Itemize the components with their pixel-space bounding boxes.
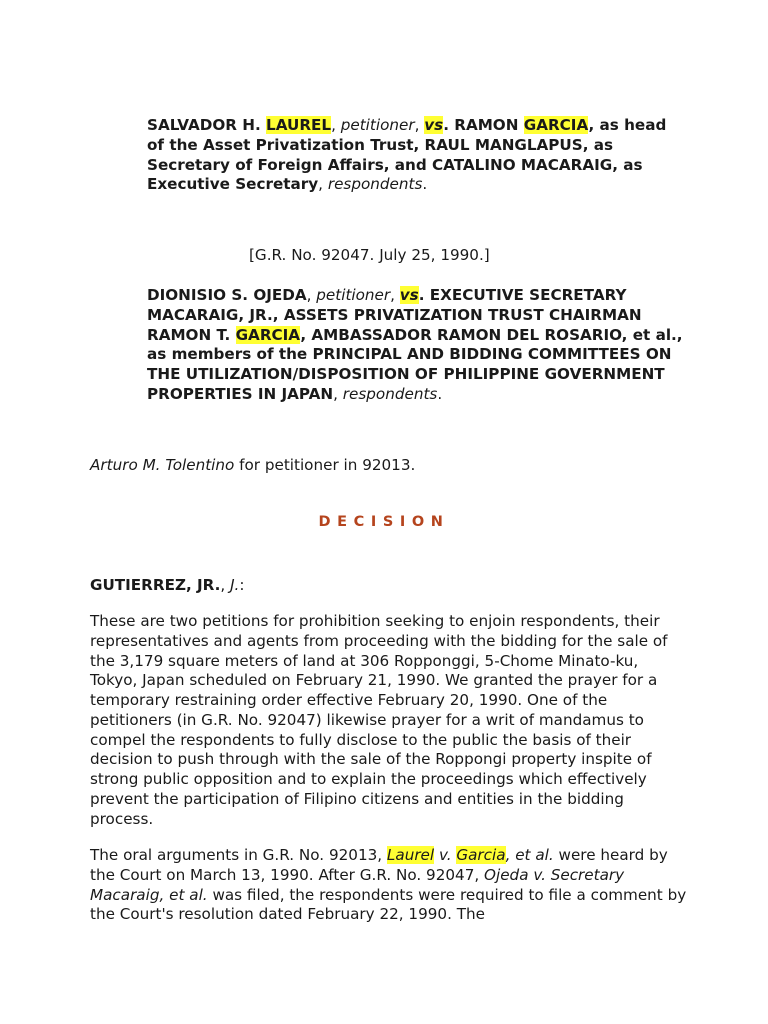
counsel-name: Arturo M. Tolentino <box>90 456 235 474</box>
petitioner-role: petitioner <box>340 116 415 134</box>
case-caption-ojeda: DIONISIO S. OJEDA, petitioner, vs. EXECUTIVE SECRETARY MACARAIG, JR., ASSETS PRIVATIZATION TRUST CHAIRMAN RAMON T. GARCIA, AMBASSADOR RAMON DEL ROSARIO, et al., as members of the PRINCIPAL AND BIDDING COMMITTEES ON THE UTILIZATION/DISPOSITION OF PHILIPPINE GOVERNMENT PROPERTIES IN JAPAN, respondents. <box>147 286 683 403</box>
counsel-line <box>90 455 415 475</box>
decision-heading: DECISION <box>318 514 450 530</box>
respondents-list-part2: , AMBASSADOR RAMON DEL ROSARIO, et al., as members of the PRINCIPAL AND BIDDING COMMITTEES ON THE UTILIZATION/DISPOSITION OF PHILIPPINE GOVERNMENT PROPERTIES IN JAPAN <box>147 325 683 403</box>
counsel-description: for petitioner in 92013. <box>234 456 416 474</box>
versus-highlight: vs <box>399 286 419 304</box>
petitioner-name: DIONISIO S. OJEDA <box>147 286 307 304</box>
petitioner-role: petitioner <box>316 286 391 304</box>
case-et-al: , et al. <box>505 846 554 864</box>
ponente-name: GUTIERREZ, JR. <box>90 576 221 594</box>
respondents-list-part1: . EXECUTIVE SECRETARY MACARAIG, JR., ASSETS PRIVATIZATION TRUST CHAIRMAN RAMON T. <box>147 286 642 344</box>
para-2-text-2: were heard by the Court on March 13, 1990. After G.R. No. 92047, <box>90 846 668 884</box>
para-2-text-3: was filed, the respondents were required to file a comment by the Court's resolution dated February 22, 1990. The <box>90 885 687 924</box>
respondent-name-prefix: RAMON <box>454 116 524 134</box>
case-caption-laurel: SALVADOR H. LAUREL, petitioner, vs. RAMON GARCIA, as head of the Asset Privatization Trust, RAUL MANGLAPUS, as Secretary of Foreign Affairs, and CATALINO MACARAIG, as Executive Secretary, respondents. <box>147 116 667 194</box>
petitioner-surname-highlight: LAUREL <box>266 116 332 134</box>
body-paragraph-2 <box>90 846 690 925</box>
ponente-title: J. <box>230 576 240 594</box>
gr-number-date: [G.R. No. 92047. July 25, 1990.] <box>249 246 490 264</box>
case-name-laurel-highlight: Laurel <box>386 846 435 864</box>
case-versus: v. <box>434 846 457 864</box>
para-2-text-1: The oral arguments in G.R. No. 92013, <box>90 846 387 864</box>
respondents-list: , as head of the Asset Privatization Trust, RAUL MANGLAPUS, as Secretary of Foreign Affairs, and CATALINO MACARAIG, as Executive Secretary <box>147 116 667 194</box>
versus-highlight: vs <box>424 116 444 134</box>
respondents-role: respondents <box>327 175 423 194</box>
respondent-surname-highlight: GARCIA <box>523 116 589 134</box>
body-paragraph-1: These are two petitions for prohibition seeking to enjoin respondents, their representatives and agents from proceeding with the bidding for the sale of the 3,179 square meters of land at 306 Ropponggi, 5-Chome Minato-ku, Tokyo, Japan scheduled on February 21, 1990. We granted the prayer for a temporary restraining order effective February 20, 1990. One of the petitioners (in G.R. No. 92047) likewise prayer for a writ of mandamus to compel the respondents to fully disclose to the public the basis of their decision to push through with the sale of the Roppongi property inspite of strong public opposition and to explain the proceedings which effectively prevent the participation of Filipino citizens and entities in the bidding process. <box>90 612 668 828</box>
case-name-ojeda: Ojeda v. Secretary Macaraig, et al. <box>90 865 625 904</box>
respondent-surname-highlight: GARCIA <box>235 325 301 344</box>
ponente-line: GUTIERREZ, JR., J.: <box>90 576 245 594</box>
case-name-garcia-highlight: Garcia <box>456 846 506 864</box>
petitioner-name-prefix: SALVADOR H. <box>147 116 267 134</box>
respondents-role: respondents <box>342 384 438 403</box>
